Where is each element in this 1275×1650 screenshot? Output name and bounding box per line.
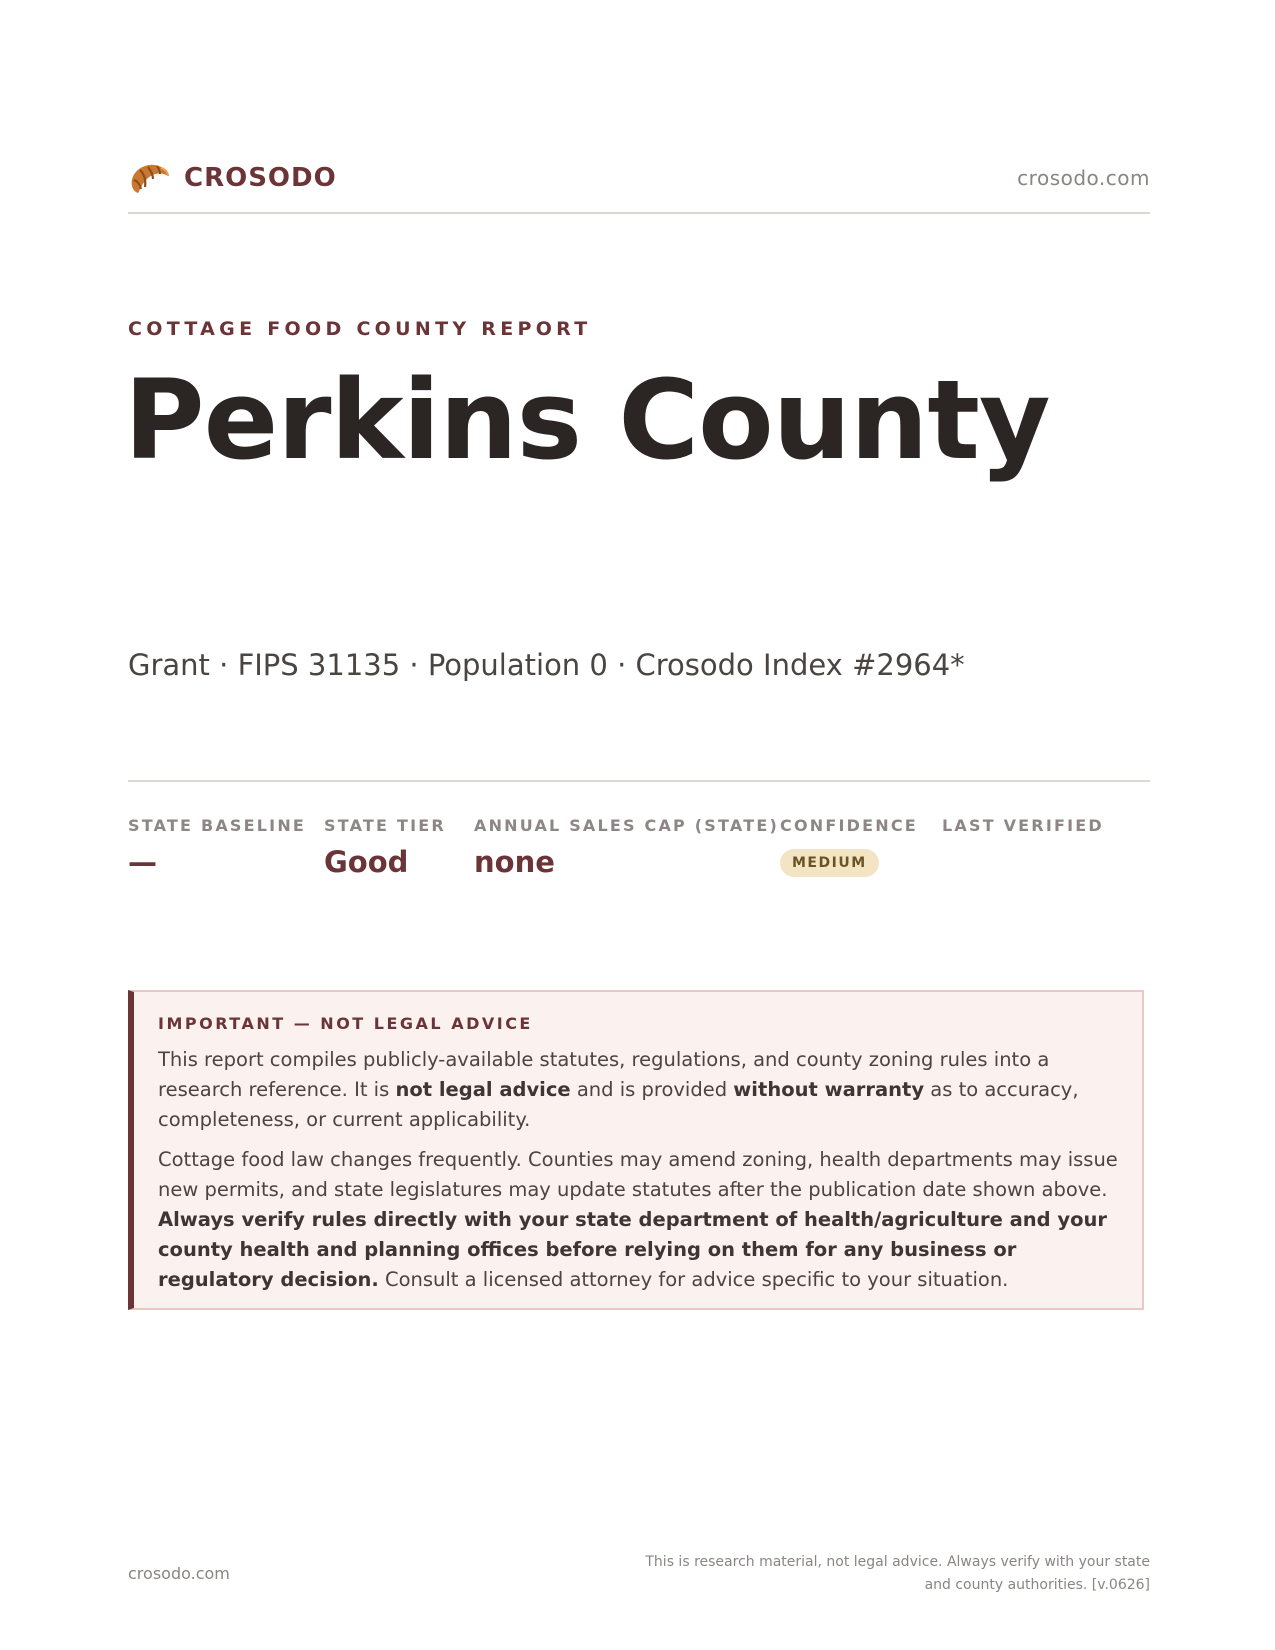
notice-text: and is provided (570, 1078, 734, 1101)
stat-label: STATE TIER (324, 816, 446, 835)
report-eyebrow: COTTAGE FOOD COUNTY REPORT (128, 318, 592, 340)
stat-state-tier (324, 816, 446, 879)
county-subtitle: Grant · FIPS 31135 · Population 0 · Crosodo Index #2964* (128, 648, 965, 682)
notice-text: as to accuracy, completeness, or current applicability. (158, 1078, 1079, 1131)
stat-state-baseline (128, 816, 306, 879)
section-divider (128, 780, 1150, 782)
report-page (124, 0, 1150, 1650)
page-header (128, 156, 1150, 214)
footer-disclaimer-line: This is research material, not legal advice. Always verify with your state (645, 1554, 1150, 1570)
stat-annual-sales-cap (474, 816, 779, 879)
notice-emphasis: Always verify rules directly with your state department of health/agriculture and your county health and planning offices before relying on them for any business or regulatory decision. (158, 1208, 1108, 1291)
brand[interactable] (128, 160, 337, 196)
stat-label: STATE BASELINE (128, 816, 307, 835)
notice-text: Consult a licensed attorney for advice specific to your situation. (378, 1268, 1009, 1291)
notice-text: This report compiles publicly-available statutes, regulations, and county zoning rules into a research reference. It is (158, 1048, 1050, 1101)
brand-name: CROSODO (184, 163, 337, 193)
legal-notice (128, 990, 1144, 1310)
site-url-link[interactable]: crosodo.com (1017, 166, 1150, 190)
stat-last-verified (942, 816, 1104, 845)
notice-emphasis: without warranty (733, 1078, 925, 1101)
notice-heading: IMPORTANT — NOT LEGAL ADVICE (158, 1014, 533, 1033)
footer-site-url[interactable]: crosodo.com (128, 1564, 230, 1583)
croissant-icon (128, 160, 170, 196)
stat-confidence (780, 816, 918, 877)
stat-value: — (128, 845, 157, 879)
stat-value: none (474, 845, 555, 879)
stat-label: LAST VERIFIED (942, 816, 1104, 835)
stat-value: Good (324, 845, 409, 879)
notice-text: Cottage food law changes frequently. Counties may amend zoning, health departments may issue new permits, and state legislatures may update statutes after the publication date shown above. (158, 1148, 1118, 1201)
confidence-badge: MEDIUM (780, 849, 879, 877)
notice-emphasis: not legal advice (395, 1078, 571, 1101)
notice-paragraph-1 (158, 1045, 1118, 1135)
footer-disclaimer-line: and county authorities. [v.0626] (924, 1577, 1150, 1593)
notice-paragraph-2 (158, 1145, 1118, 1295)
stat-label: ANNUAL SALES CAP (STATE) (474, 816, 779, 835)
stat-label: CONFIDENCE (780, 816, 918, 835)
footer-disclaimer (630, 1551, 1150, 1597)
page-title: Perkins County (124, 356, 1050, 484)
stats-row (128, 816, 1150, 896)
